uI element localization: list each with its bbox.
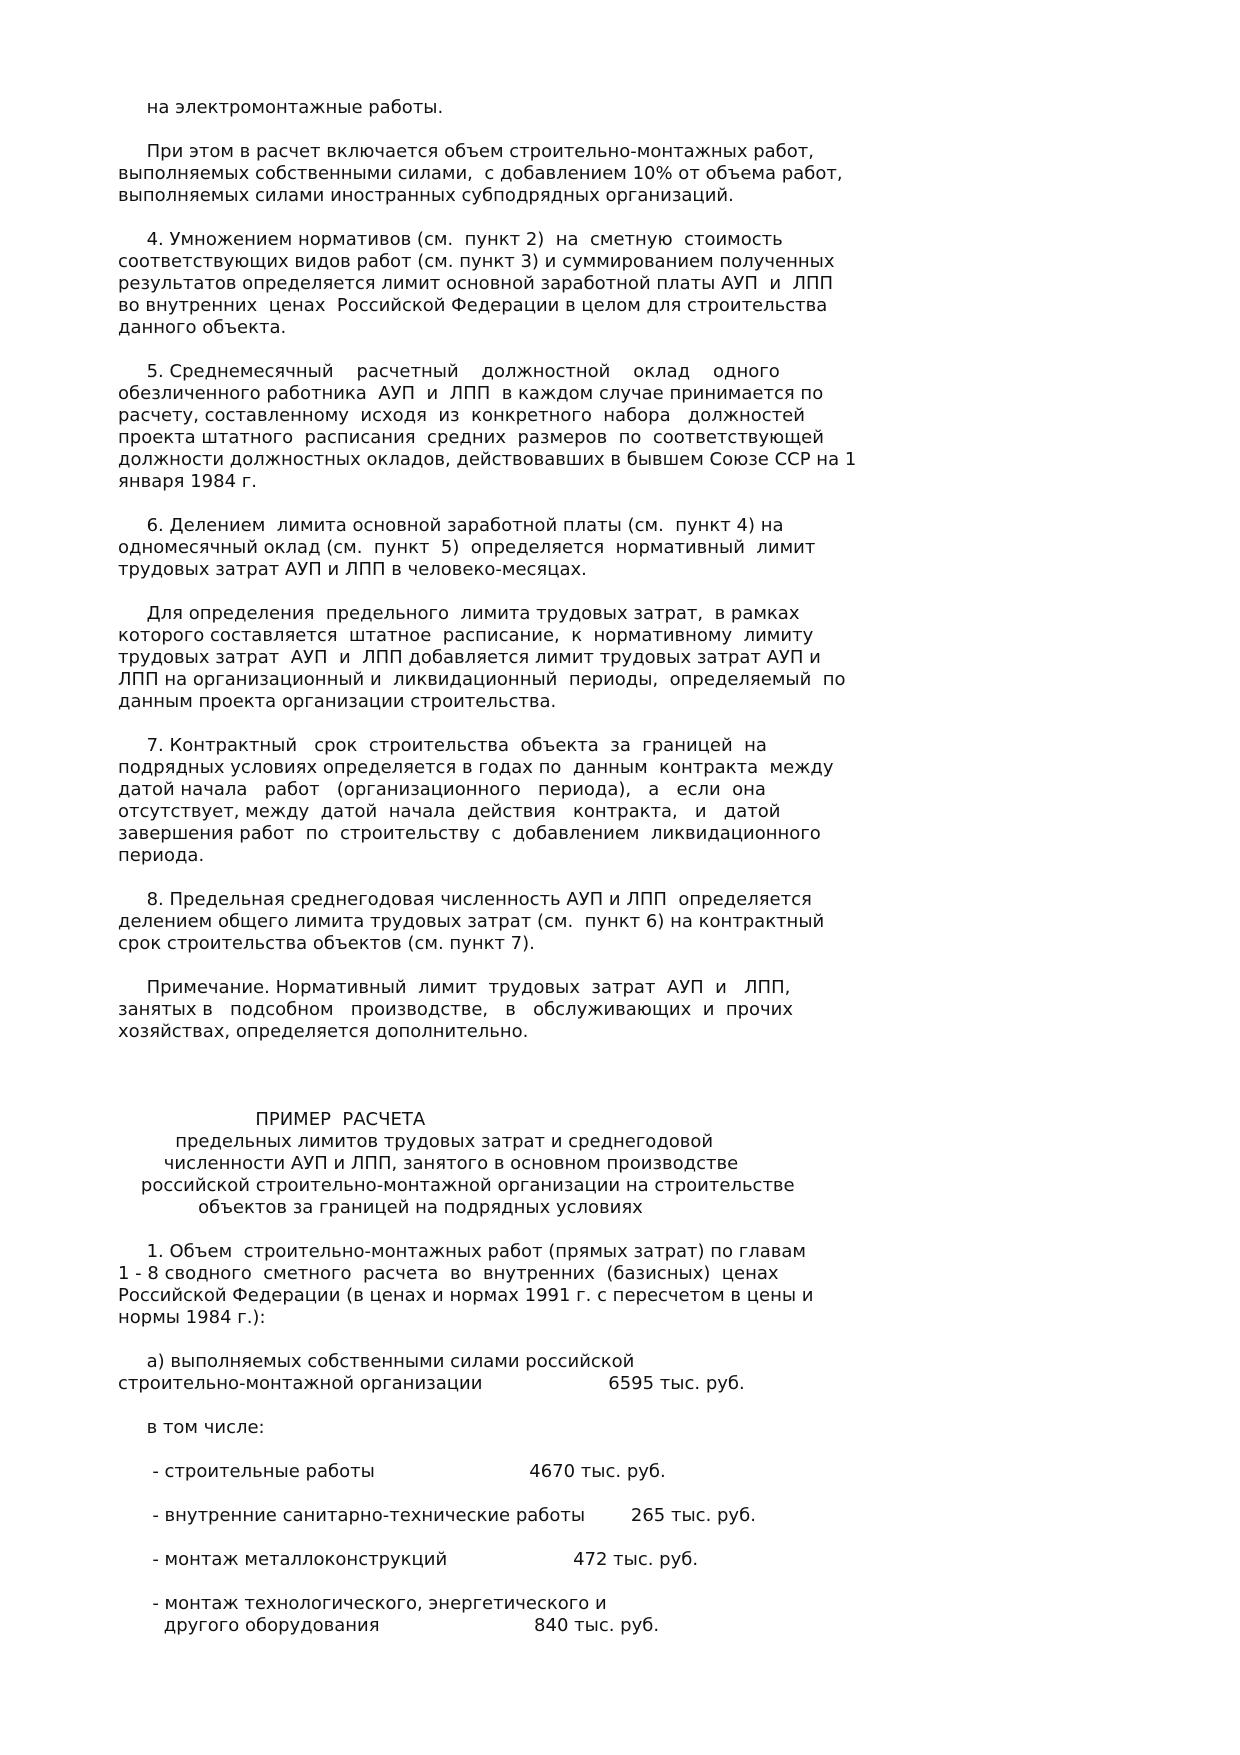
text-line: выполняемых силами иностранных субподрядных организаций. xyxy=(118,185,734,206)
text-line: одномесячный оклад (см. пункт 5) определяется нормативный лимит xyxy=(118,537,816,558)
text-line: 7. Контрактный срок строительства объекта за границей на xyxy=(118,735,767,756)
text-line: 5. Среднемесячный расчетный должностной оклад одного xyxy=(118,361,780,382)
text-line: подрядных условиях определяется в годах по данным контракта между xyxy=(118,757,834,778)
text-line: нормы 1984 г.): xyxy=(118,1307,266,1328)
text-line: расчету, составленному исходя из конкретного набора должностей xyxy=(118,405,805,426)
text-line: обезличенного работника АУП и ЛПП в каждом случае принимается по xyxy=(118,383,824,404)
text-line: завершения работ по строительству с добавлением ликвидационного xyxy=(118,823,821,844)
text-line: объектов за границей на подрядных условиях xyxy=(118,1197,643,1218)
text-line: периода. xyxy=(118,845,205,866)
text-line: проекта штатного расписания средних размеров по соответствующей xyxy=(118,427,824,448)
text-line: 4. Умножением нормативов (см. пункт 2) на сметную стоимость xyxy=(118,229,783,250)
text-line: во внутренних ценах Российской Федерации в целом для строительства xyxy=(118,295,828,316)
text-line: а) выполняемых собственными силами российской xyxy=(118,1351,635,1372)
text-line: 6. Делением лимита основной заработной платы (см. пункт 4) на xyxy=(118,515,784,536)
text-line: - строительные работы 4670 тыс. руб. xyxy=(118,1461,666,1482)
text-line: При этом в расчет включается объем строительно-монтажных работ, xyxy=(118,141,814,162)
text-line: 8. Предельная среднегодовая численность АУП и ЛПП определяется xyxy=(118,889,812,910)
text-line: датой начала работ (организационного периода), а если она xyxy=(118,779,766,800)
text-line: января 1984 г. xyxy=(118,471,257,492)
text-line: другого оборудования 840 тыс. руб. xyxy=(118,1615,660,1636)
text-line: российской строительно-монтажной организации на строительстве xyxy=(118,1175,795,1196)
text-line: 1 - 8 сводного сметного расчета во внутренних (базисных) ценах xyxy=(118,1263,779,1284)
text-line: делением общего лимита трудовых затрат (см. пункт 6) на контрактный xyxy=(118,911,825,932)
text-line: занятых в подсобном производстве, в обслуживающих и прочих xyxy=(118,999,794,1020)
text-line: Примечание. Нормативный лимит трудовых затрат АУП и ЛПП, xyxy=(118,977,791,998)
text-line: соответствующих видов работ (см. пункт 3) и суммированием полученных xyxy=(118,251,835,272)
text-line: трудовых затрат АУП и ЛПП добавляется лимит трудовых затрат АУП и xyxy=(118,647,821,668)
text-line: - монтаж металлоконструкций 472 тыс. руб. xyxy=(118,1549,699,1570)
text-line: Российской Федерации (в ценах и нормах 1991 г. с пересчетом в цены и xyxy=(118,1285,814,1306)
text-line: Для определения предельного лимита трудовых затрат, в рамках xyxy=(118,603,800,624)
text-line: ЛПП на организационный и ликвидационный периоды, определяемый по xyxy=(118,669,846,690)
text-line: - монтаж технологического, энергетического и xyxy=(118,1593,607,1614)
text-line: трудовых затрат АУП и ЛПП в человеко-месяцах. xyxy=(118,559,587,580)
text-line: данным проекта организации строительства. xyxy=(118,691,557,712)
text-line: выполняемых собственными силами, с добавлением 10% от объема работ, xyxy=(118,163,843,184)
text-line: - внутренние санитарно-технические работы 265 тыс. руб. xyxy=(118,1505,756,1526)
text-line: срок строительства объектов (см. пункт 7). xyxy=(118,933,535,954)
text-line: предельных лимитов трудовых затрат и среднегодовой xyxy=(118,1131,714,1152)
text-line: данного объекта. xyxy=(118,317,287,338)
text-line: хозяйствах, определяется дополнительно. xyxy=(118,1021,529,1042)
text-line: на электромонтажные работы. xyxy=(118,97,444,118)
text-line: ПРИМЕР РАСЧЕТА xyxy=(118,1109,426,1130)
text-line: строительно-монтажной организации 6595 тыс. руб. xyxy=(118,1373,745,1394)
text-line: отсутствует, между датой начала действия контракта, и датой xyxy=(118,801,781,822)
text-line: 1. Объем строительно-монтажных работ (прямых затрат) по главам xyxy=(118,1241,806,1262)
text-line: результатов определяется лимит основной заработной платы АУП и ЛПП xyxy=(118,273,834,294)
text-line: численности АУП и ЛПП, занятого в основном производстве xyxy=(118,1153,739,1174)
text-line: которого составляется штатное расписание, к нормативному лимиту xyxy=(118,625,814,646)
text-line: в том числе: xyxy=(118,1417,265,1438)
text-line: должности должностных окладов, действовавших в бывшем Союзе ССР на 1 xyxy=(118,449,857,470)
